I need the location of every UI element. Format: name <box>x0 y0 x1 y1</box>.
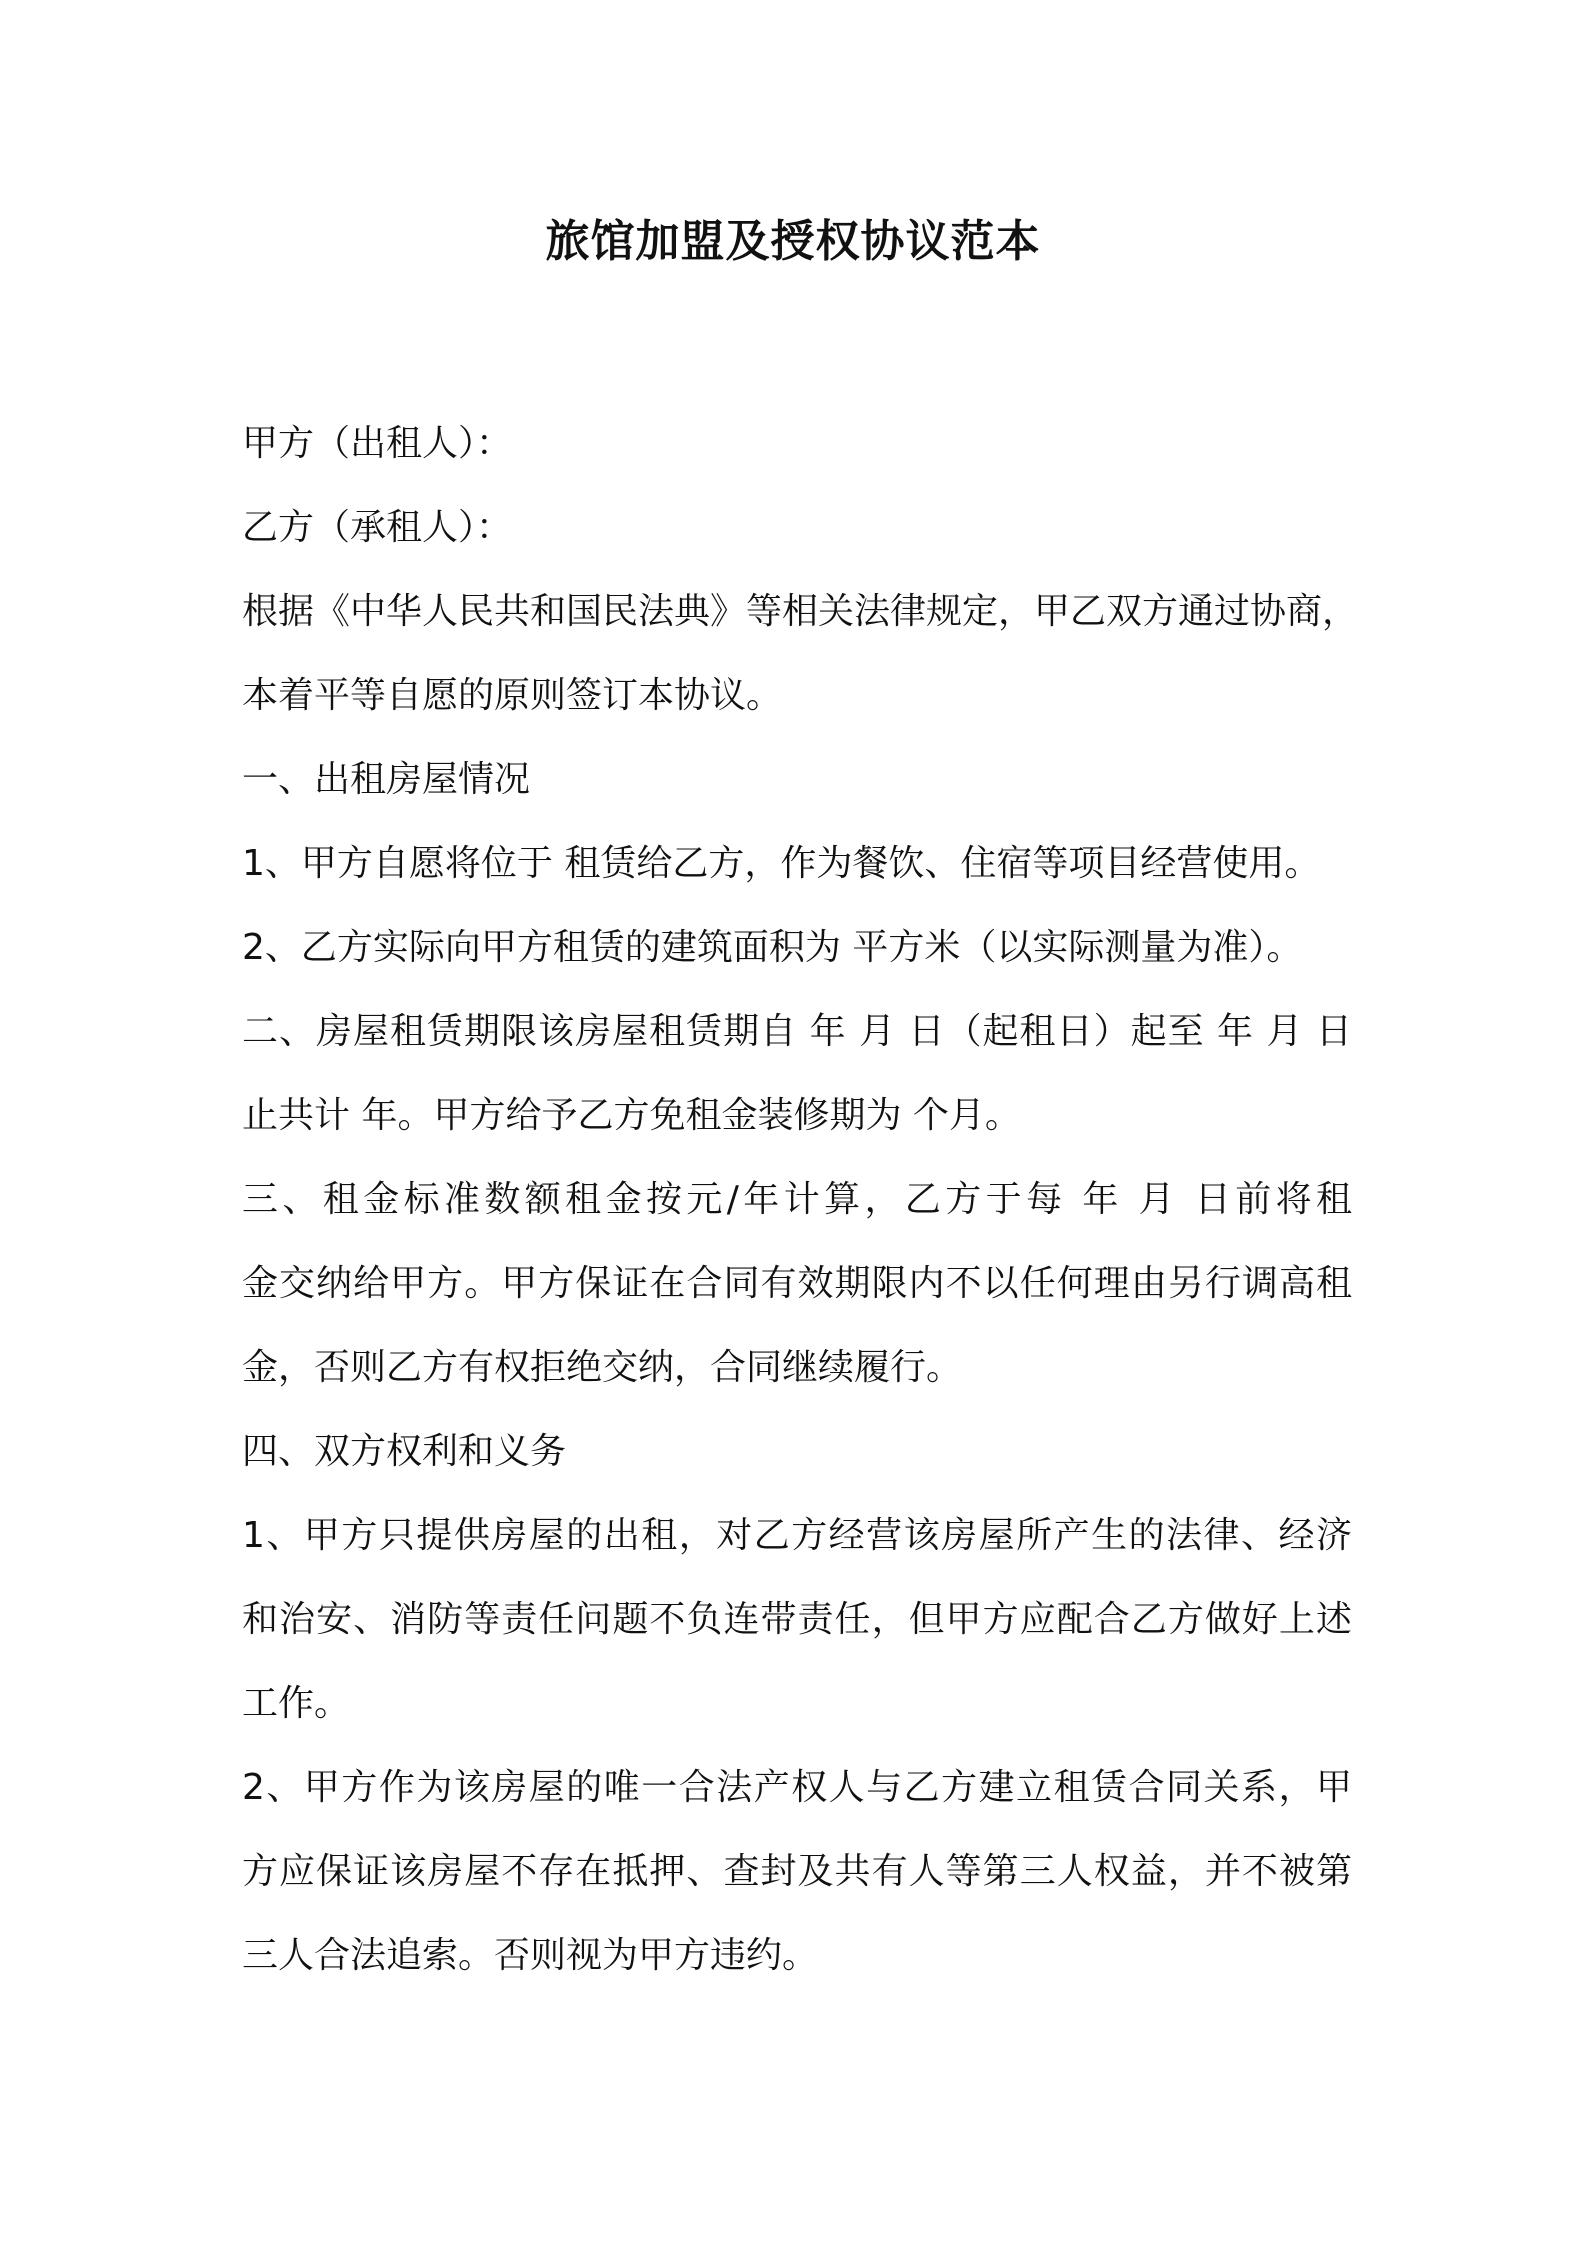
section-4-item-1-line-3: 工作。 <box>242 1683 351 1724</box>
section-4-item-2-line-2: 方应保证该房屋不存在抵押、查封及共有人等第三人权益，并不被第 <box>242 1851 1352 1892</box>
preamble-line-1: 根据《中华人民共和国民法典》等相关法律规定，甲乙双方通过协商， <box>242 591 1359 632</box>
document-title: 旅馆加盟及授权协议范本 <box>545 216 1041 267</box>
section-2-line-2: 止共计 年。甲方给予乙方免租金装修期为 个月。 <box>242 1095 1021 1136</box>
section-4-item-1-line-2: 和治安、消防等责任问题不负连带责任，但甲方应配合乙方做好上述 <box>242 1599 1352 1640</box>
section-2-line-1: 二、房屋租赁期限该房屋租赁期自 年 月 日（起租日）起至 年 月 日 <box>242 1011 1352 1052</box>
preamble-line-2: 本着平等自愿的原则签订本协议。 <box>242 675 783 716</box>
section-4-item-1-line-1: 1、甲方只提供房屋的出租，对乙方经营该房屋所产生的法律、经济 <box>242 1515 1352 1556</box>
section-1-heading: 一、出租房屋情况 <box>242 759 531 800</box>
document-body <box>242 402 1359 1998</box>
section-3-line-2: 金交纳给甲方。甲方保证在合同有效期限内不以任何理由另行调高租 <box>242 1263 1352 1304</box>
section-3-line-1: 三、租金标准数额租金按元/年计算，乙方于每 年 月 日前将租 <box>242 1179 1352 1220</box>
section-1-item-2: 2、乙方实际向甲方租赁的建筑面积为 平方米（以实际测量为准）。 <box>242 927 1303 968</box>
section-4-item-2-line-3: 三人合法追索。否则视为甲方违约。 <box>242 1935 819 1976</box>
section-3-line-3: 金，否则乙方有权拒绝交纳，合同继续履行。 <box>242 1347 963 1388</box>
party-a-line: 甲方（出租人）： <box>242 423 513 464</box>
section-4-heading: 四、双方权利和义务 <box>242 1431 567 1472</box>
section-4-item-2-line-1: 2、甲方作为该房屋的唯一合法产权人与乙方建立租赁合同关系，甲 <box>242 1767 1352 1808</box>
section-1-item-1: 1、甲方自愿将位于 租赁给乙方，作为餐饮、住宿等项目经营使用。 <box>242 843 1321 884</box>
party-b-line: 乙方（承租人）： <box>242 507 513 548</box>
